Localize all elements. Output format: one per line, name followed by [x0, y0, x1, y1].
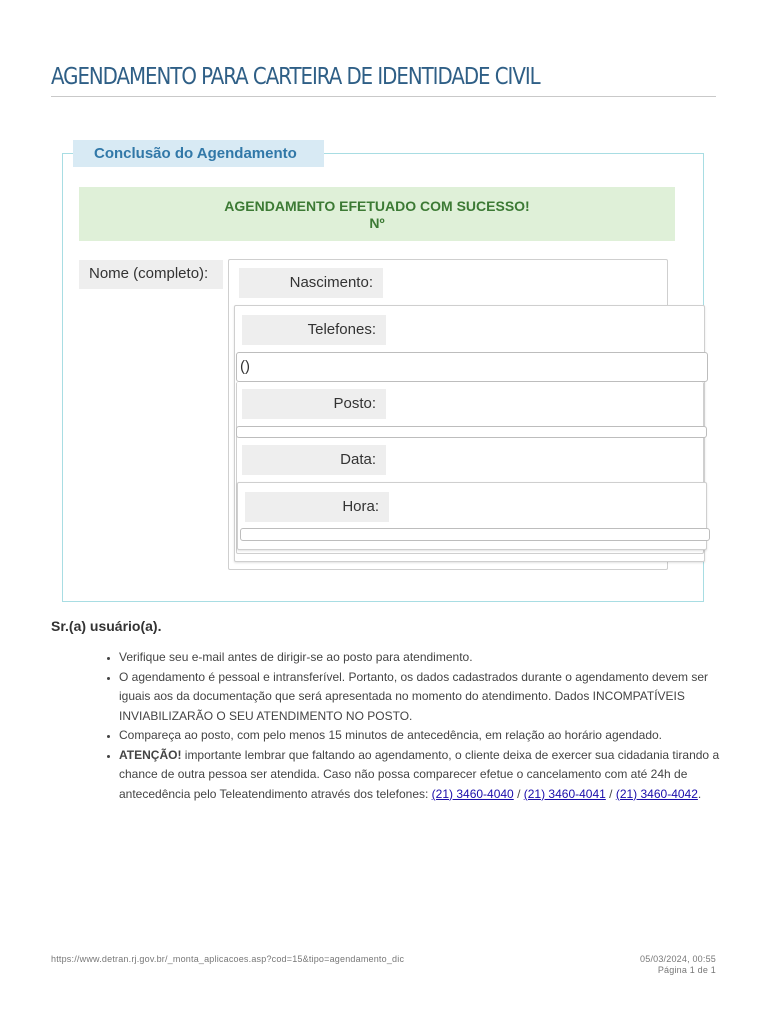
phones-field[interactable]: () — [236, 352, 708, 382]
attention-text: importante lembrar que faltando ao agendamento, o cliente deixa de exercer sua cidadania tirando a chance de outra pessoa ser atendida. Caso não possa comparecer efetue o cancelamento com até 24h de antecedência pelo Teleatendimento através dos telefones: — [119, 747, 720, 801]
post-label: Posto: — [242, 389, 386, 419]
phone-link-4040[interactable]: (21) 3460-4040 — [431, 786, 514, 801]
birth-label: Nascimento: — [239, 268, 383, 298]
phone-link-4042[interactable]: (21) 3460-4042 — [615, 786, 698, 801]
appointment-number-label: Nº — [369, 215, 385, 231]
list-item: • Compareça ao posto, com pelo menos 15 minutos de antecedência, em relação ao horário agendado. — [119, 726, 729, 746]
date-label: Data: — [242, 445, 386, 475]
time-label: Hora: — [245, 492, 389, 522]
post-field[interactable] — [236, 426, 707, 438]
list-item: • O agendamento é pessoal e intransferível. Portanto, os dados cadastrados durante o agendamento devem ser iguais aos da documentação que será apresentada no momento do atendimento. Dados INCOMPATÍVEIS INVIABILIZARÃO O SEU ATENDIMENTO NO POSTO. — [119, 668, 729, 727]
footer-meta — [640, 954, 716, 976]
period: . — [697, 786, 702, 801]
list-item: • Verifique seu e-mail antes de dirigir-se ao posto para atendimento. — [119, 648, 729, 668]
page-title: AGENDAMENTO PARA CARTEIRA DE IDENTIDADE CIVIL — [51, 64, 540, 90]
phone-link-4041[interactable]: (21) 3460-4041 — [523, 786, 606, 801]
time-field[interactable] — [240, 528, 710, 541]
success-message: AGENDAMENTO EFETUADO COM SUCESSO! — [224, 198, 530, 214]
page-number: Página 1 de 1 — [657, 965, 716, 975]
separator: / — [513, 786, 524, 801]
footer-url: https://www.detran.rj.gov.br/_monta_aplicacoes.asp?cod=15&tipo=agendamento_dic — [51, 954, 405, 964]
phones-label: Telefones: — [242, 315, 386, 345]
separator: / — [605, 786, 616, 801]
list-item — [119, 746, 729, 805]
success-alert — [79, 187, 675, 241]
greeting: Sr.(a) usuário(a). — [51, 618, 162, 634]
attention-label: ATENÇÃO! — [119, 747, 182, 762]
print-timestamp: 05/03/2024, 00:55 — [640, 954, 716, 964]
name-label: Nome (completo): — [79, 260, 223, 289]
instructions-list — [103, 648, 729, 804]
fieldset-legend: Conclusão do Agendamento — [73, 140, 324, 167]
title-divider — [51, 96, 716, 97]
